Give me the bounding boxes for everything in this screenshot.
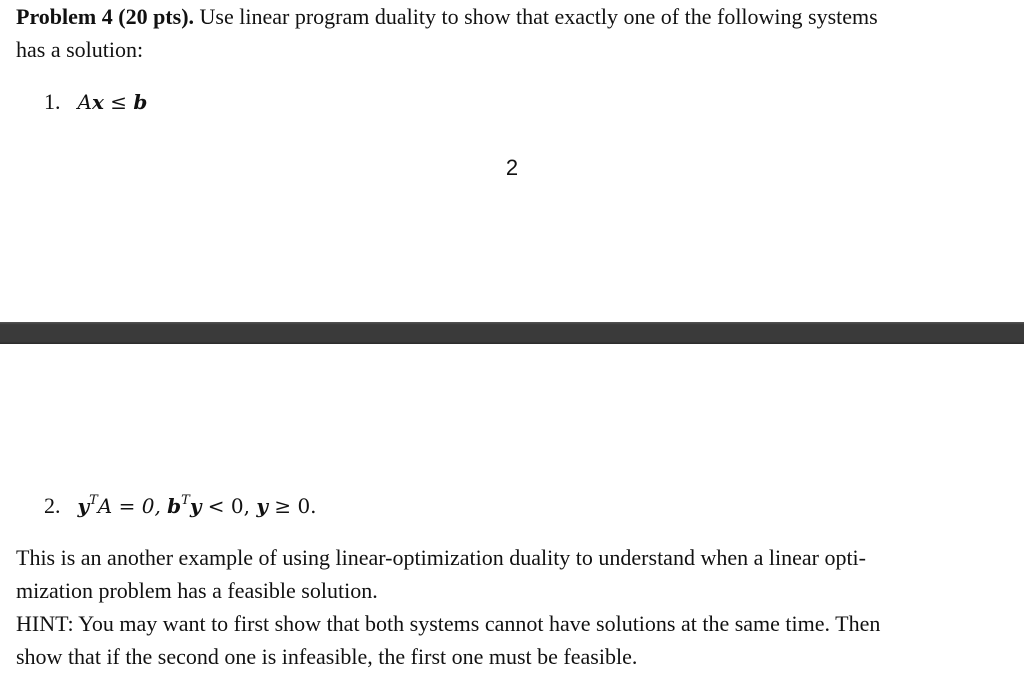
- problem-statement-line2: has a solution:: [16, 37, 144, 62]
- system-2-number: 2.: [44, 493, 61, 518]
- explanation-line2: mization problem has a feasible solution.: [16, 578, 378, 603]
- hint-line1: HINT: You may want to first show that both systems cannot have solutions at the same time. Then: [16, 611, 881, 636]
- problem-header: [16, 4, 878, 30]
- page-number: 2: [505, 155, 519, 180]
- system-2-formula: $y^TA = 0$, $b^Ty < 0$, y ≥ 0.: [77, 493, 317, 518]
- system-2: [44, 493, 317, 519]
- problem-statement-line1: Use linear program duality to show that exactly one of the following systems: [199, 4, 878, 29]
- explanation-line1: This is an another example of using linear-optimization duality to understand when a linear opti-: [16, 545, 866, 570]
- hint-line2: show that if the second one is infeasible, the first one must be feasible.: [16, 644, 638, 669]
- page-bottom: [0, 344, 1024, 672]
- page-separator: [0, 322, 1024, 344]
- system-1-formula: Ax ≤ b: [77, 90, 148, 114]
- page-top: [0, 0, 1024, 322]
- system-1: [44, 89, 147, 115]
- system-1-number: 1.: [44, 89, 61, 114]
- problem-title: Problem 4 (20 pts).: [16, 4, 195, 29]
